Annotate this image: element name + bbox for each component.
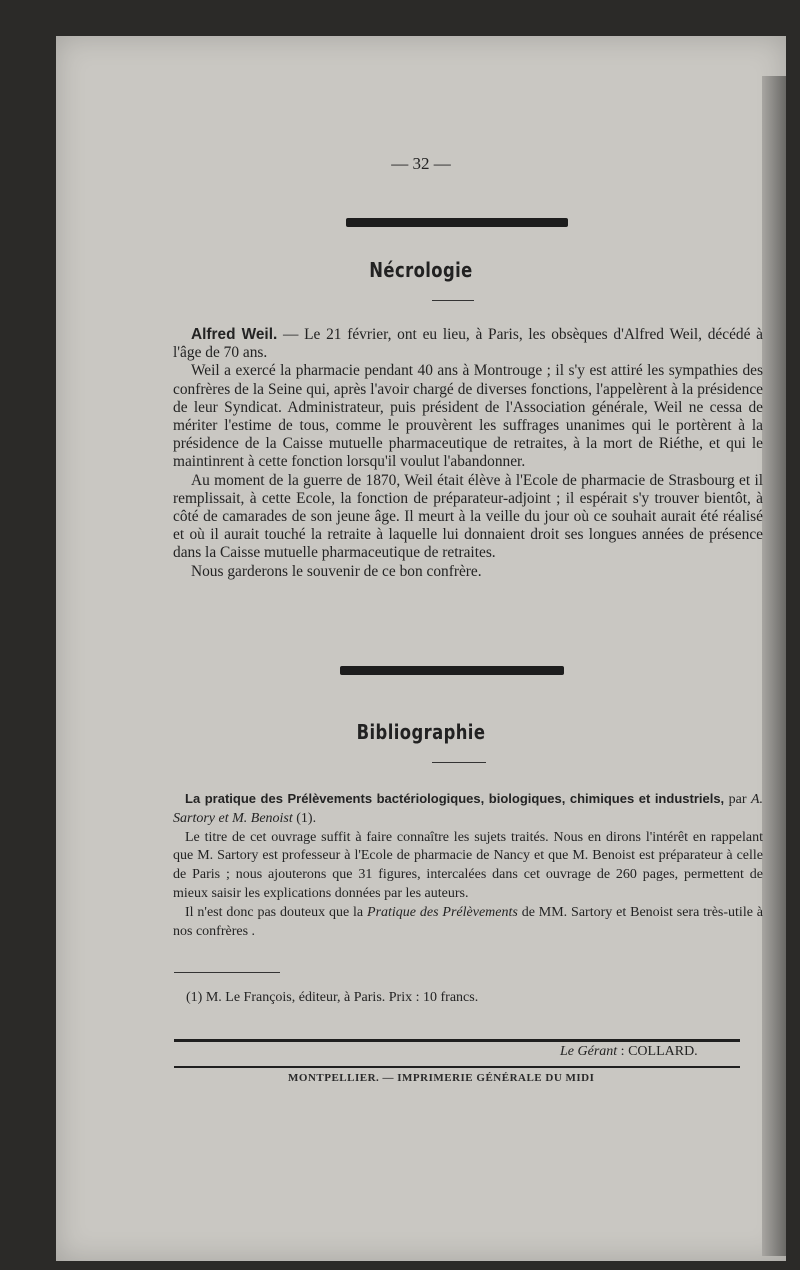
necrologie-body <box>173 326 763 581</box>
footer-rule-top <box>174 1039 740 1042</box>
bibliographie-body <box>173 790 763 941</box>
section-divider-rule <box>346 218 568 227</box>
footnote: (1) M. Le François, éditeur, à Paris. Prix : 10 francs. <box>186 990 479 1005</box>
document-page <box>56 36 786 1261</box>
deceased-name: Alfred Weil. <box>191 326 278 343</box>
page-edge-shadow <box>762 76 786 1256</box>
necrologie-title: Nécrologie <box>369 258 473 282</box>
gerant-name: COLLARD. <box>628 1044 698 1059</box>
book-title: La pratique des Prélèvements bactériologiques, biologiques, chimiques et industriels, <box>185 791 725 806</box>
necrologie-paragraph-3: Au moment de la guerre de 1870, Weil était élève à l'Ecole de pharmacie de Strasbourg et il remplissait, à cette Ecole, la fonction de préparateur-adjoint ; il espérait s'y trouver bientôt, à côté de camarades de son jeune âge. Il meurt à la veille du jour où ce souhait aurait été réalisé et où il aurait touché la retraite à laquelle lui donnaient droit ses longues années de présence dans la Caisse mutuelle pharmaceutique de retraites. <box>173 471 763 562</box>
book-authors: A. Sartory et M. Benoist <box>173 792 763 826</box>
footer-rule-bottom <box>174 1066 740 1068</box>
printer-imprint: MONTPELLIER. — IMPRIMERIE GÉNÉRALE DU MIDI <box>288 1072 595 1084</box>
title-underline <box>432 300 474 301</box>
gerant-line: Le Gérant : COLLARD. <box>560 1044 698 1059</box>
page-number: — 32 — <box>391 154 451 173</box>
bibliographie-title: Bibliographie <box>356 720 486 744</box>
necrologie-paragraph-4: Nous garderons le souvenir de ce bon confrère. <box>191 562 482 580</box>
section-divider-rule <box>340 666 564 675</box>
bibliographie-paragraph-2: Le titre de cet ouvrage suffit à faire connaître les sujets traités. Nous en dirons l'intérêt en rappelant que M. Sartory est professeur à l'Ecole de pharmacie de Nancy et que M. Benoist est préparateur à celle de Paris ; nous ajouterons que 31 figures, intercalées dans cet ouvrage de 260 pages, permettent de mieux saisir les explications données par les auteurs. <box>173 829 763 901</box>
bibliographie-paragraph-3: Il n'est donc pas douteux que la Pratique des Prélèvements de MM. Sartory et Benoist sera très-utile à nos confrères . <box>173 904 764 939</box>
title-underline <box>432 762 486 763</box>
book-entry: La pratique des Prélèvements bactériologiques, biologiques, chimiques et industriels, par A. Sartory et M. Benoist (1). <box>173 791 763 826</box>
necrologie-paragraph-1: Alfred Weil. — Le 21 février, ont eu lieu, à Paris, les obsèques d'Alfred Weil, décédé à l'âge de 70 ans. <box>173 326 763 362</box>
necrologie-paragraph-2: Weil a exercé la pharmacie pendant 40 ans à Montrouge ; il s'y est attiré les sympathies des confrères de la Seine qui, après l'avoir chargé de diverses fonctions, l'appelèrent à la présidence de leur Syndicat. Administrateur, puis président de l'Association générale, Weil ne cessa de mériter l'estime de tous, comme le prouvèrent les suffrages unanimes qui le portèrent à la présidence de la Caisse mutuelle pharmaceutique de retraites, à la mort de Riéthe, et qui le maintinrent à cette fonction lorsqu'il voulut l'abandonner. <box>173 362 763 471</box>
footnote-separator <box>174 972 280 973</box>
